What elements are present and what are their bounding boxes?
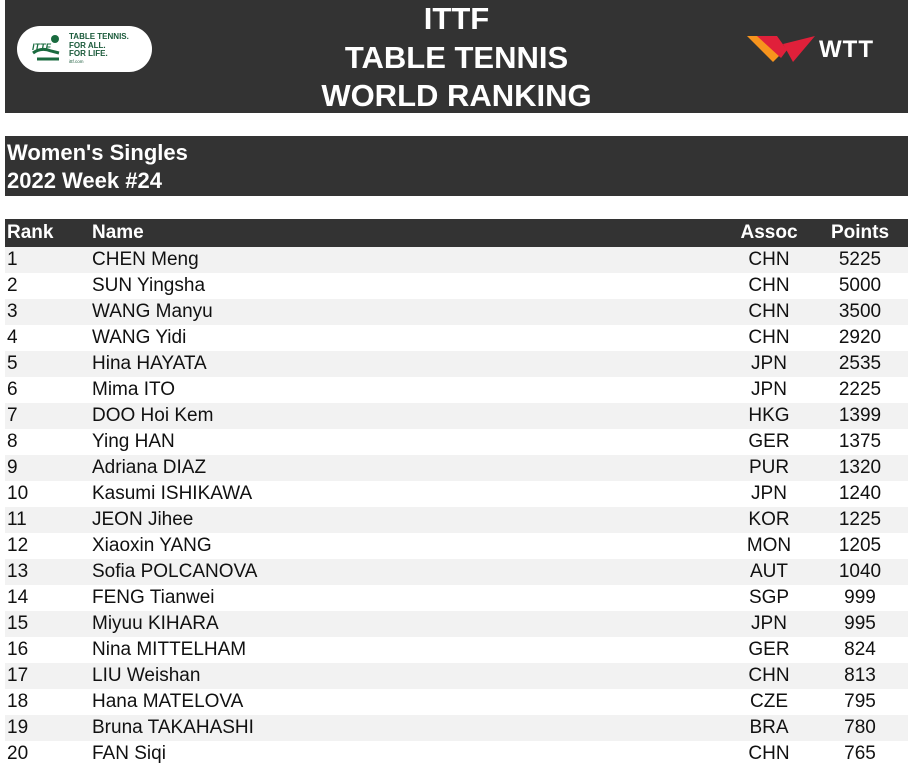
rank-cell: 11 <box>7 509 27 530</box>
event-name: Women's Singles <box>7 140 188 165</box>
table-row <box>5 429 908 455</box>
points-cell: 5000 <box>838 275 882 296</box>
points-cell: 2535 <box>838 353 882 374</box>
rank-cell: 7 <box>7 405 18 426</box>
table-row <box>5 481 908 507</box>
table-header <box>5 219 908 247</box>
assoc-cell: JPN <box>751 353 787 374</box>
title-line-2: TABLE TENNIS <box>344 39 569 75</box>
col-name-header[interactable]: Name <box>92 222 144 243</box>
table-row <box>5 585 908 611</box>
assoc-cell: CZE <box>750 691 788 712</box>
name-cell: SUN Yingsha <box>92 275 206 296</box>
name-cell: Nina MITTELHAM <box>92 639 247 660</box>
rank-cell: 18 <box>7 691 29 712</box>
name-cell: Kasumi ISHIKAWA <box>92 483 253 504</box>
assoc-cell: CHN <box>748 275 790 296</box>
name-cell: Adriana DIAZ <box>92 457 207 478</box>
table-row <box>5 377 908 403</box>
name-cell: Mima ITO <box>92 379 176 400</box>
assoc-cell: HKG <box>748 405 790 426</box>
name-cell: FENG Tianwei <box>92 587 215 608</box>
rank-cell: 6 <box>7 379 18 400</box>
name-cell: LIU Weishan <box>92 665 201 686</box>
rank-cell: 16 <box>7 639 29 660</box>
assoc-cell: CHN <box>748 665 790 686</box>
table-row <box>5 325 908 351</box>
points-cell: 1375 <box>838 431 882 452</box>
ittf-mark: ITTF <box>32 42 51 52</box>
wtt-logo[interactable] <box>747 30 897 70</box>
rank-cell: 20 <box>7 743 29 764</box>
ranking-week: 2022 Week #24 <box>7 168 162 193</box>
rank-cell: 17 <box>7 665 29 686</box>
rank-cell: 3 <box>7 301 18 322</box>
table-row <box>5 455 908 481</box>
name-cell: JEON Jihee <box>92 509 194 530</box>
points-cell: 1320 <box>838 457 882 478</box>
points-cell: 780 <box>844 717 876 738</box>
table-row <box>5 715 908 741</box>
points-cell: 2225 <box>838 379 882 400</box>
rank-cell: 13 <box>7 561 29 582</box>
rank-cell: 8 <box>7 431 18 452</box>
table-row <box>5 273 908 299</box>
ittf-tagline-line-2: FOR ALL. <box>69 40 106 50</box>
table-row <box>5 611 908 637</box>
points-cell: 2920 <box>838 327 882 348</box>
assoc-cell: JPN <box>751 613 787 634</box>
name-cell: Sofia POLCANOVA <box>92 561 258 582</box>
name-cell: Xiaoxin YANG <box>92 535 212 556</box>
rank-cell: 10 <box>7 483 29 504</box>
assoc-cell: PUR <box>748 457 790 478</box>
ranking-table <box>5 219 908 767</box>
assoc-cell: JPN <box>751 379 787 400</box>
assoc-cell: CHN <box>748 301 790 322</box>
points-cell: 765 <box>844 743 876 764</box>
name-cell: Hana MATELOVA <box>92 691 244 712</box>
assoc-cell: CHN <box>748 743 790 764</box>
table-row <box>5 559 908 585</box>
table-row <box>5 247 908 273</box>
points-cell: 995 <box>844 613 876 634</box>
name-cell: WANG Yidi <box>92 327 187 348</box>
assoc-cell: AUT <box>750 561 788 582</box>
category-banner <box>5 136 908 196</box>
rank-cell: 19 <box>7 717 29 738</box>
points-cell: 999 <box>844 587 876 608</box>
rank-cell: 5 <box>7 353 18 374</box>
rank-cell: 2 <box>7 275 18 296</box>
assoc-cell: MON <box>746 535 792 556</box>
points-cell: 1240 <box>838 483 882 504</box>
name-cell: WANG Manyu <box>92 301 213 322</box>
wtt-wordmark: WTT <box>819 36 874 63</box>
rank-cell: 9 <box>7 457 18 478</box>
table-row <box>5 689 908 715</box>
assoc-cell: KOR <box>748 509 790 530</box>
name-cell: DOO Hoi Kem <box>92 405 214 426</box>
wtt-wing-icon <box>747 32 815 66</box>
name-cell: Ying HAN <box>92 431 175 452</box>
points-cell: 3500 <box>838 301 882 322</box>
title-line-1: ITTF <box>423 1 490 36</box>
points-cell: 1205 <box>838 535 882 556</box>
rank-cell: 15 <box>7 613 29 634</box>
assoc-cell: SGP <box>748 587 790 608</box>
points-cell: 5225 <box>838 249 882 270</box>
rank-cell: 1 <box>7 249 18 270</box>
table-row <box>5 507 908 533</box>
assoc-cell: CHN <box>748 249 790 270</box>
col-points-header[interactable]: Points <box>830 222 890 243</box>
table-row <box>5 663 908 689</box>
assoc-cell: JPN <box>751 483 787 504</box>
table-row <box>5 299 908 325</box>
col-assoc-header[interactable]: Assoc <box>740 222 798 243</box>
points-cell: 1040 <box>838 561 882 582</box>
points-cell: 795 <box>844 691 876 712</box>
assoc-cell: GER <box>748 431 790 452</box>
rank-cell: 12 <box>7 535 29 556</box>
rank-cell: 4 <box>7 327 18 348</box>
name-cell: FAN Siqi <box>92 743 166 764</box>
assoc-cell: BRA <box>749 717 789 738</box>
points-cell: 813 <box>844 665 876 686</box>
table-row <box>5 533 908 559</box>
name-cell: Miyuu KIHARA <box>92 613 219 634</box>
table-row <box>5 403 908 429</box>
col-rank-header[interactable]: Rank <box>7 222 54 243</box>
name-cell: Hina HAYATA <box>92 353 207 374</box>
table-row <box>5 741 908 767</box>
table-row <box>5 637 908 663</box>
ittf-tagline-line-1: TABLE TENNIS. <box>69 32 129 41</box>
table-row <box>5 351 908 377</box>
assoc-cell: CHN <box>748 327 790 348</box>
name-cell: CHEN Meng <box>92 249 199 270</box>
name-cell: Bruna TAKAHASHI <box>92 717 254 738</box>
assoc-cell: GER <box>748 639 790 660</box>
ittf-url: ittf.com <box>69 58 84 64</box>
header-banner <box>5 0 908 113</box>
points-cell: 1399 <box>838 405 882 426</box>
table-body <box>5 247 908 767</box>
ittf-tagline-line-3: FOR LIFE. <box>69 49 108 58</box>
rank-cell: 14 <box>7 587 29 608</box>
points-cell: 824 <box>844 639 876 660</box>
title-line-3: WORLD RANKING <box>321 78 592 113</box>
points-cell: 1225 <box>838 509 882 530</box>
